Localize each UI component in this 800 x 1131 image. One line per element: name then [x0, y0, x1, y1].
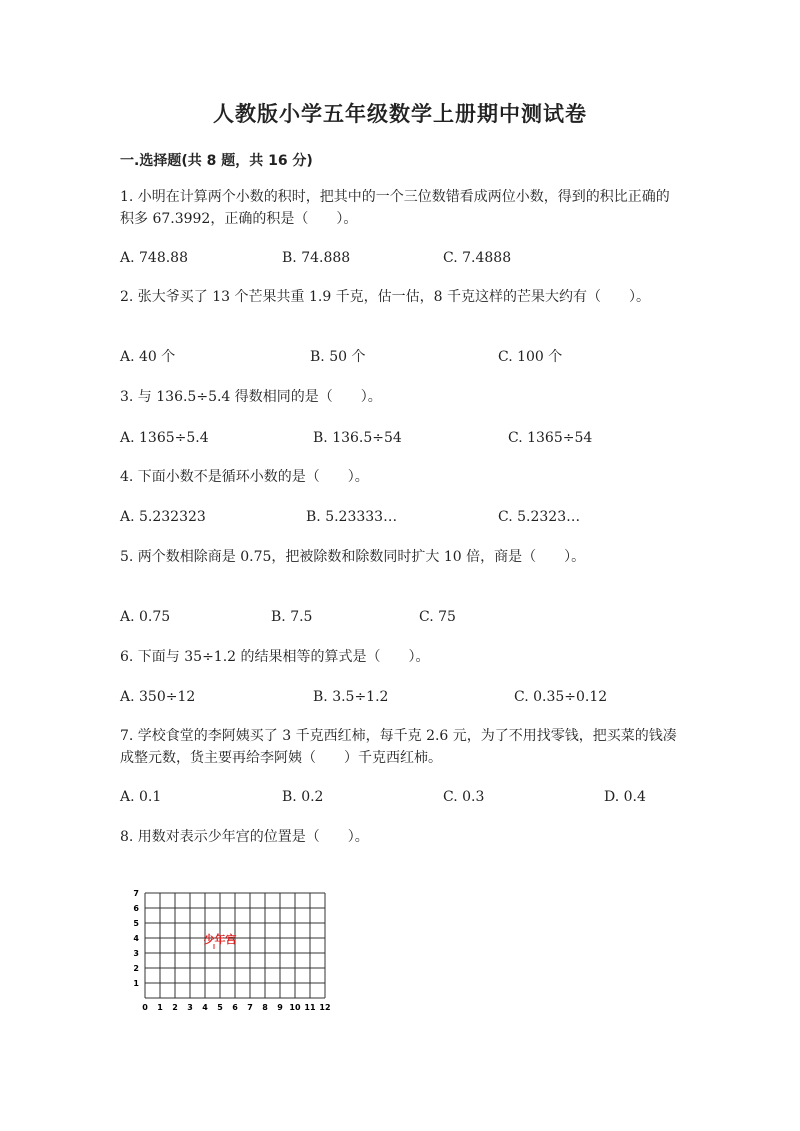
- x-tick-label: 2: [172, 1003, 178, 1012]
- x-tick-label: 4: [202, 1003, 208, 1012]
- question-5: 5. 两个数相除商是 0.75，把被除数和除数同时扩大 10 倍，商是（ ）。: [120, 549, 586, 565]
- q2-option-b: B. 50 个: [310, 349, 366, 365]
- q2-option-c: C. 100 个: [498, 349, 563, 365]
- q7-option-d: D. 0.4: [604, 789, 646, 805]
- q4-option-a: A. 5.232323: [120, 509, 206, 525]
- question-7: 7. 学校食堂的李阿姨买了 3 千克西红柿，每千克 2.6 元，为了不用找零钱，把买菜的钱凑成整元数，货主要再给李阿姨（ ）千克西红柿。: [120, 728, 677, 766]
- q7-option-a: A. 0.1: [120, 789, 162, 805]
- q3-option-c: C. 1365÷54: [508, 430, 593, 446]
- section-heading: 一.选择题(共 8 题，共 16 分): [120, 153, 313, 169]
- place-label: 少年宫: [203, 933, 237, 946]
- x-tick-label: 7: [247, 1003, 253, 1012]
- q2-option-a: A. 40 个: [120, 349, 176, 365]
- q3-option-b: B. 136.5÷54: [313, 430, 402, 446]
- x-tick-label: 8: [262, 1003, 268, 1012]
- x-tick-label: 3: [187, 1003, 193, 1012]
- page-title: 人教版小学五年级数学上册期中测试卷: [213, 102, 587, 126]
- y-tick-label: 4: [133, 934, 139, 943]
- question-8: 8. 用数对表示少年宫的位置是（ ）。: [120, 829, 369, 845]
- x-tick-label: 6: [232, 1003, 238, 1012]
- y-axis-tick-labels: [133, 889, 139, 988]
- question-3: 3. 与 136.5÷5.4 得数相同的是（ ）。: [120, 389, 382, 405]
- y-tick-label: 7: [133, 889, 139, 898]
- question-4: 4. 下面小数不是循环小数的是（ ）。: [120, 469, 369, 485]
- question-6: 6. 下面与 35÷1.2 的结果相等的算式是（ ）。: [120, 649, 430, 665]
- x-tick-label: 11: [304, 1003, 316, 1012]
- q6-option-b: B. 3.5÷1.2: [313, 689, 389, 705]
- q5-option-c: C. 75: [419, 609, 456, 625]
- q7-option-b: B. 0.2: [282, 789, 324, 805]
- y-tick-label: 1: [133, 979, 139, 988]
- y-tick-label: 2: [133, 964, 139, 973]
- x-tick-label: 1: [157, 1003, 163, 1012]
- y-tick-label: 5: [133, 919, 139, 928]
- q4-option-c: C. 5.2323…: [498, 509, 581, 525]
- x-tick-label: 9: [277, 1003, 283, 1012]
- q7-option-c: C. 0.3: [443, 789, 485, 805]
- q1-option-b: B. 74.888: [282, 250, 351, 266]
- q1-option-a: A. 748.88: [120, 250, 188, 266]
- question-1: 1. 小明在计算两个小数的积时，把其中的一个三位数错看成两位小数，得到的积比正确的积多 67.3992，正确的积是（ ）。: [120, 189, 670, 227]
- x-tick-label: 5: [217, 1003, 223, 1012]
- q1-option-c: C. 7.4888: [443, 250, 512, 266]
- coordinate-grid-figure: [124, 884, 338, 1014]
- x-tick-label: 0: [142, 1003, 148, 1012]
- question-2: 2. 张大爷买了 13 个芒果共重 1.9 千克，估一估，8 千克这样的芒果大约有（ ）。: [120, 289, 651, 305]
- y-tick-label: 3: [133, 949, 139, 958]
- q6-option-a: A. 350÷12: [120, 689, 196, 705]
- q3-option-a: A. 1365÷5.4: [120, 430, 209, 446]
- q6-option-c: C. 0.35÷0.12: [514, 689, 608, 705]
- x-tick-label: 12: [319, 1003, 331, 1012]
- x-tick-label: 10: [289, 1003, 301, 1012]
- q4-option-b: B. 5.23333…: [306, 509, 398, 525]
- x-axis-tick-labels: [142, 1003, 330, 1012]
- q5-option-a: A. 0.75: [120, 609, 171, 625]
- y-tick-label: 6: [133, 904, 139, 913]
- q5-option-b: B. 7.5: [271, 609, 313, 625]
